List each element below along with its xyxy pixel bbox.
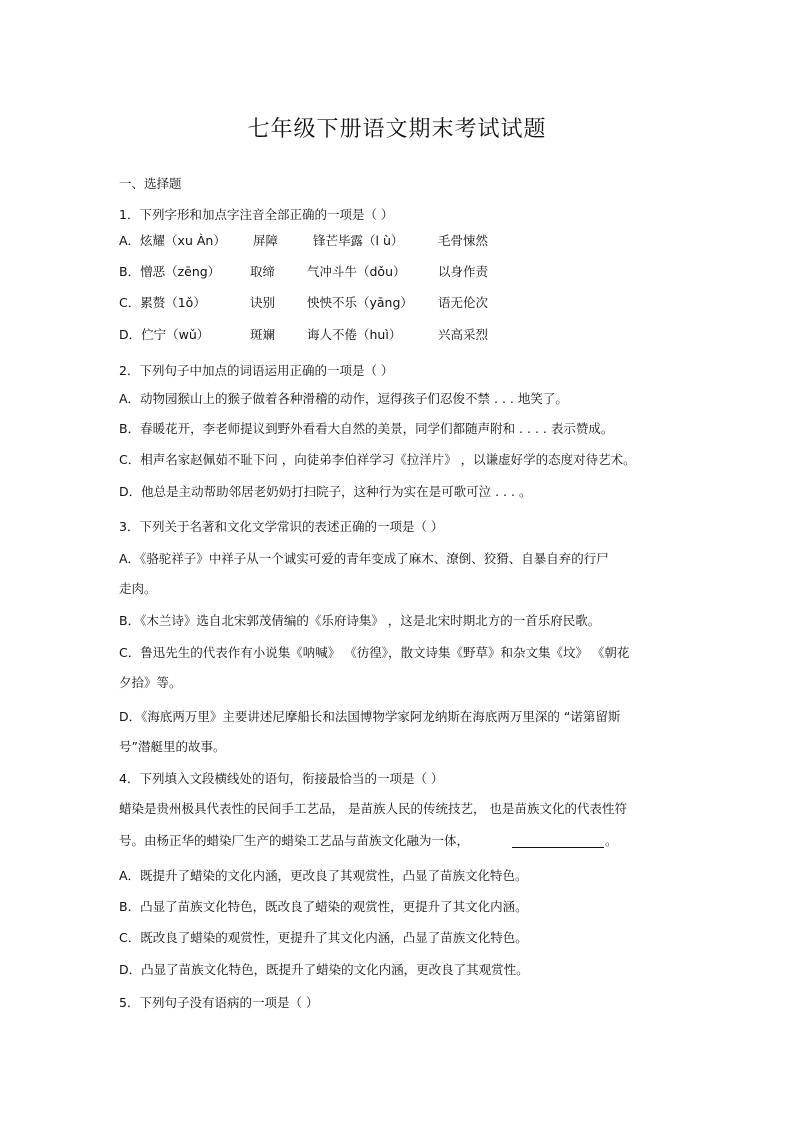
q3-option-b: B．《木兰诗》选自北宋郭茂倩编的《乐府诗集》 ，这是北宋时期北方的一首乐府民歌。: [119, 613, 601, 628]
q1-option-b-2: 取缔: [250, 264, 276, 279]
page-title: 七年级下册语文期末考试试题: [247, 117, 547, 142]
section-heading: 一、选择题: [119, 176, 182, 191]
q3-option-a-line2: 走肉。: [119, 581, 157, 596]
q1-option-b-3: 气冲斗牛（dǒu）: [307, 264, 406, 279]
q4-option-b: B．凸显了苗族文化特色，既改良了蜡染的观赏性，更提升了其文化内涵。: [119, 899, 528, 914]
q1-option-c-3: 怏怏不乐（yāng）: [307, 295, 413, 310]
q4-stem: 4．下列填入文段横线处的语句，衔接最恰当的一项是（ ）: [119, 771, 444, 786]
q2-option-c: C．相声名家赵佩茹不耻下问 ，向徒弟李伯祥学习《拉洋片》 ，以谦虚好学的态度对待艺术。: [119, 452, 636, 467]
q1-option-d-3: 诲人不倦（huì）: [307, 327, 402, 342]
q3-option-c-line1: C．鲁迅先生的代表作有小说集《呐喊》 《彷徨》，散文诗集《野草》和杂文集《坟》 《朝花: [119, 645, 630, 660]
q4-option-a: A．既提升了蜡染的文化内涵，更改良了其观赏性，凸显了苗族文化特色。: [119, 868, 528, 883]
q2-stem: 2．下列句子中加点的词语运用正确的一项是（ ）: [119, 363, 394, 378]
q5-stem: 5．下列句子没有语病的一项是（ ）: [119, 995, 319, 1010]
q3-option-d-line1: D．《海底两万里》主要讲述尼摩船长和法国博物学家阿龙纳斯在海底两万里深的 “诺第留斯: [119, 709, 621, 724]
q1-option-b-1: B．憎恶（zēng）: [119, 264, 221, 279]
q1-option-a-1: A．炫耀（xu Àn）: [119, 233, 226, 248]
q4-passage-line2: 号。由杨正华的蜡染厂生产的蜡染工艺品与苗族文化融为一体，: [119, 833, 470, 848]
q1-option-a-4: 毛骨悚然: [438, 233, 489, 248]
q4-option-d: D．凸显了苗族文化特色，既提升了蜡染的文化内涵，更改良了其观赏性。: [119, 962, 529, 977]
q1-stem: 1．下列字形和加点字注音全部正确的一项是（ ）: [119, 207, 394, 222]
q4-option-c: C．既改良了蜡染的观赏性，更提升了其文化内涵，凸显了苗族文化特色。: [119, 930, 528, 945]
q1-option-b-4: 以身作责: [438, 264, 489, 279]
q2-option-d: D．他总是主动帮助邻居老奶奶打扫院子，这种行为实在是可歌可泣 . . . 。: [119, 484, 532, 499]
q4-answer-blank: [512, 846, 604, 848]
q1-option-a-3: 锋芒毕露（l ù）: [313, 233, 404, 248]
q2-option-a: A．动物园猴山上的猴子做着各种滑稽的动作，逗得孩子们忍俊不禁 . . . 地笑了。: [119, 391, 568, 406]
q1-option-d-1: D．伫宁（wǔ）: [119, 327, 210, 342]
q3-option-d-line2: 号”潜艇里的故事。: [119, 739, 226, 754]
q1-option-a-2: 屏障: [253, 233, 279, 248]
q3-option-c-line2: 夕拾》等。: [119, 675, 182, 690]
q2-option-b: B．春暖花开，李老师提议到野外看看大自然的美景，同学们都随声附和 . . . . 表示赞成。: [119, 421, 614, 436]
q1-option-c-1: C．累赘（1ǒ）: [119, 295, 206, 310]
q4-passage-line1: 蜡染是贵州极具代表性的民间手工艺品， 是苗族人民的传统技艺， 也是苗族文化的代表性符: [119, 801, 627, 816]
q1-option-c-4: 语无伦次: [438, 295, 489, 310]
q3-option-a-line1: A．《骆驼祥子》中祥子从一个诚实可爱的青年变成了麻木、潦倒、狡猾、自暴自弃的行尸: [119, 551, 609, 566]
q1-option-d-4: 兴高采烈: [438, 327, 489, 342]
q1-option-d-2: 斑斓: [250, 327, 276, 342]
q4-passage-end: 。: [605, 833, 618, 848]
q3-stem: 3．下列关于名著和文化文学常识的表述正确的一项是（ ）: [119, 519, 444, 534]
q1-option-c-2: 诀别: [250, 295, 276, 310]
